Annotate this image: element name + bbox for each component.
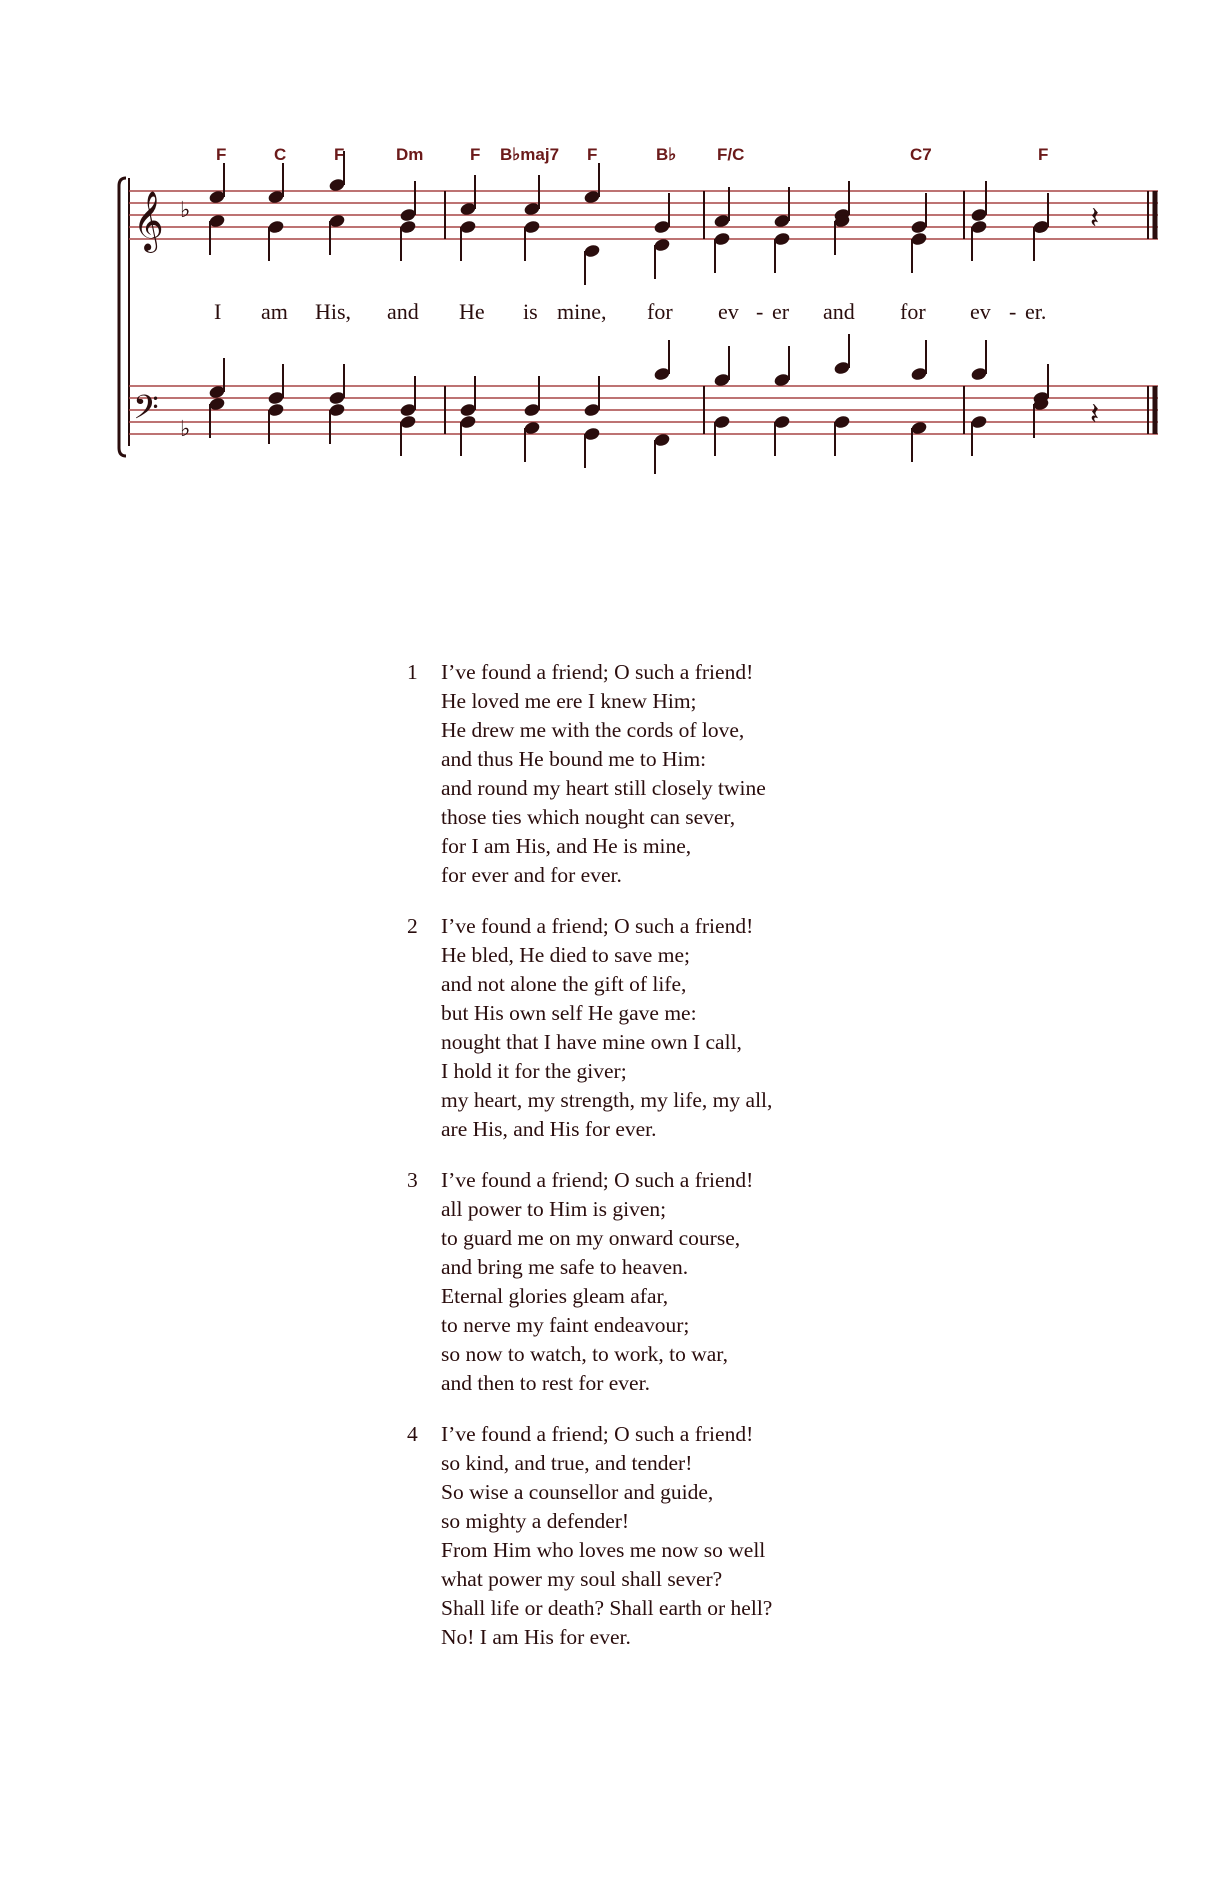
chord-symbol: B♭maj7	[500, 145, 560, 164]
verse-line: are His, and His for ever.	[441, 1117, 657, 1141]
verse-line: for ever and for ever.	[441, 863, 622, 887]
verse-line: and not alone the gift of life,	[441, 972, 687, 996]
verse-line: to nerve my faint endeavour;	[441, 1313, 690, 1337]
lyric-syllable: is	[523, 299, 538, 324]
chord-symbol: F	[1038, 145, 1049, 164]
verse-line: all power to Him is given;	[441, 1197, 667, 1221]
verse-line: I’ve found a friend; O such a friend!	[441, 1422, 754, 1446]
verse-line: He drew me with the cords of love,	[441, 718, 745, 742]
verse-line: and then to rest for ever.	[441, 1371, 650, 1395]
lyric-syllable: for	[647, 299, 673, 324]
verse-line: so mighty a defender!	[441, 1509, 630, 1533]
lyric-syllable: He	[459, 299, 485, 324]
verse-line: what power my soul shall sever?	[441, 1567, 723, 1591]
verse-line: my heart, my strength, my life, my all,	[441, 1088, 773, 1112]
lyric-syllable: -	[1009, 299, 1017, 324]
verse-number: 1	[407, 660, 418, 684]
chord-symbol: B♭	[656, 145, 677, 164]
verses	[407, 658, 927, 1674]
chord-symbols	[216, 145, 1048, 164]
verse	[407, 1166, 927, 1398]
lyric-syllable: ev	[970, 299, 991, 324]
lyric-syllable: and	[823, 299, 855, 324]
chord-symbol: C	[274, 145, 287, 164]
treble-staff	[129, 191, 1158, 239]
lyric-syllable: ev	[718, 299, 739, 324]
lyric-syllable: -	[756, 299, 764, 324]
verse-line: He bled, He died to save me;	[441, 943, 690, 967]
verse-line: I’ve found a friend; O such a friend!	[441, 660, 754, 684]
bass-rest: 𝄽	[1090, 397, 1100, 432]
verse-line: So wise a counsellor and guide,	[441, 1480, 714, 1504]
verse-line: but His own self He gave me:	[441, 1001, 697, 1025]
lyric-syllable: am	[261, 299, 288, 324]
verse-line: and thus He bound me to Him:	[441, 747, 707, 771]
chord-symbol: F	[334, 145, 345, 164]
verse-line: Shall life or death? Shall earth or hell?	[441, 1596, 773, 1620]
verse-line: those ties which nought can sever,	[441, 805, 736, 829]
music-score	[0, 0, 1217, 480]
lyric-syllable: His,	[315, 299, 352, 324]
verse-line: so now to watch, to work, to war,	[441, 1342, 728, 1366]
verse-line: nought that I have mine own I call,	[441, 1030, 742, 1054]
chord-symbol: Dm	[396, 145, 424, 164]
treble-clef: 𝄞	[133, 191, 164, 251]
bass-clef: 𝄢	[133, 389, 159, 435]
verse-line: to guard me on my onward course,	[441, 1226, 741, 1250]
verse-line: so kind, and true, and tender!	[441, 1451, 693, 1475]
chord-symbol: F	[470, 145, 481, 164]
lyric-syllable: I	[214, 299, 222, 324]
verse-line: I’ve found a friend; O such a friend!	[441, 914, 754, 938]
chord-symbol: C7	[910, 145, 932, 164]
system-bracket	[119, 178, 126, 456]
verse-line: I hold it for the giver;	[441, 1059, 627, 1083]
verse-line: and bring me safe to heaven.	[441, 1255, 689, 1279]
verse-number: 4	[407, 1422, 418, 1446]
lyric-syllable: er.	[1025, 299, 1047, 324]
verse-line: No! I am His for ever.	[441, 1625, 631, 1649]
verse	[407, 1420, 927, 1652]
verse-line: I’ve found a friend; O such a friend!	[441, 1168, 754, 1192]
bass-key-flat: ♭	[180, 417, 191, 442]
verse-line: Eternal glories gleam afar,	[441, 1284, 669, 1308]
verse	[407, 912, 927, 1144]
verse-line: From Him who loves me now so well	[441, 1538, 766, 1562]
verse-line: He loved me ere I knew Him;	[441, 689, 697, 713]
treble-rest: 𝄽	[1090, 201, 1100, 236]
lyric-syllable: mine,	[557, 299, 607, 324]
lyric-syllable: for	[900, 299, 926, 324]
verse-number: 3	[407, 1168, 418, 1192]
lyric-syllable: er	[772, 299, 790, 324]
lyric-syllable: and	[387, 299, 419, 324]
chord-symbol: F	[587, 145, 598, 164]
chord-symbol: F/C	[717, 145, 745, 164]
verse	[407, 658, 927, 890]
verse-line: for I am His, and He is mine,	[441, 834, 692, 858]
lyrics-line	[214, 299, 1046, 324]
chord-symbol: F	[216, 145, 227, 164]
verse-number: 2	[407, 914, 418, 938]
verse-line: and round my heart still closely twine	[441, 776, 766, 800]
treble-key-flat: ♭	[180, 198, 191, 223]
